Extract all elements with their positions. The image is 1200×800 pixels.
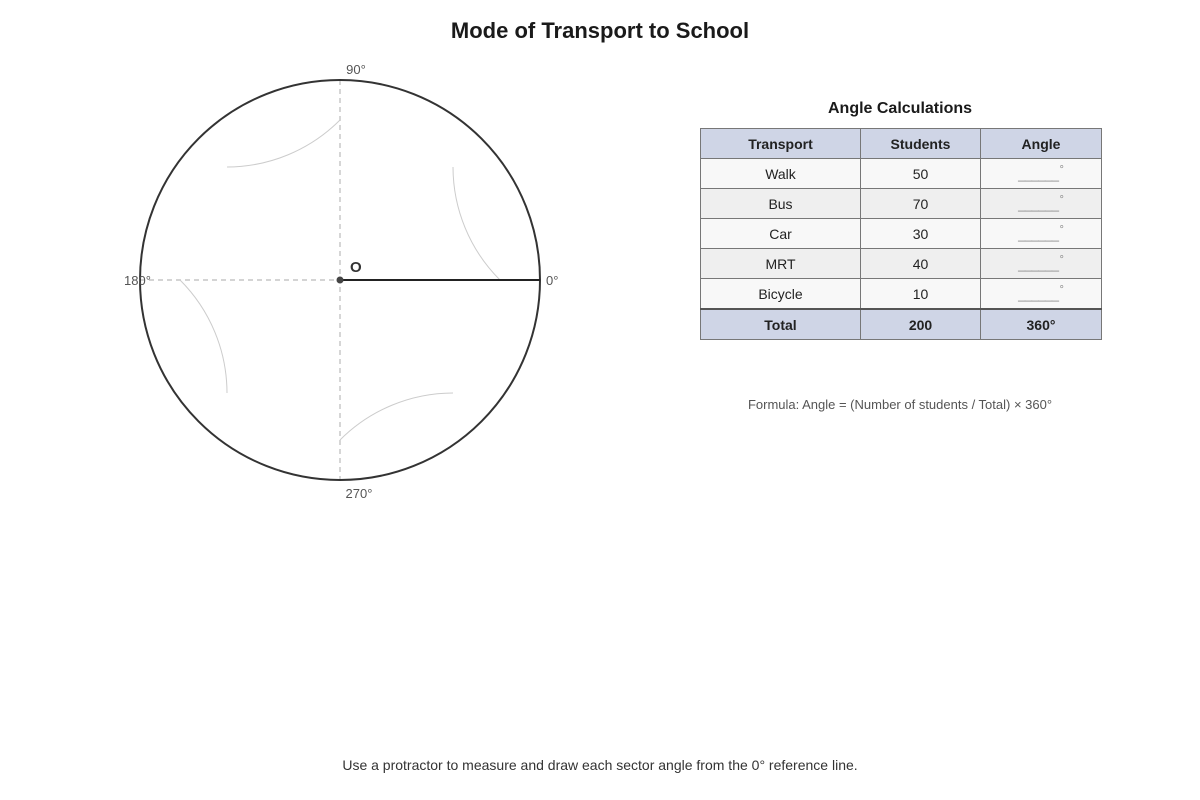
table-row (701, 249, 1102, 279)
degree-symbol: ° (1059, 163, 1064, 176)
angle-blank: ______ (1018, 226, 1059, 242)
center-label: O (350, 259, 362, 276)
angle-calculations-table (700, 128, 1102, 340)
table-header-row (701, 129, 1102, 159)
angle-label-90: 90° (346, 62, 366, 77)
total-students-cell: 200 (861, 309, 981, 340)
transport-cell: Bicycle (701, 279, 861, 310)
total-angle-cell: 360° (981, 309, 1102, 340)
angle-cell (981, 279, 1102, 310)
construction-arc (227, 120, 340, 167)
students-cell: 70 (861, 189, 981, 219)
construction-arc (340, 393, 453, 440)
students-cell: 10 (861, 279, 981, 310)
transport-cell: Car (701, 219, 861, 249)
table-row (701, 159, 1102, 189)
angle-blank: ______ (1018, 286, 1059, 302)
header-transport: Transport (701, 129, 861, 159)
page-title: Mode of Transport to School (450, 18, 750, 43)
students-cell: 50 (861, 159, 981, 189)
students-cell: 40 (861, 249, 981, 279)
angle-cell (981, 219, 1102, 249)
angle-cell (981, 249, 1102, 279)
transport-cell: MRT (701, 249, 861, 279)
angle-label-0: 0° (546, 273, 559, 288)
angle-blank: ______ (1018, 166, 1059, 182)
degree-symbol: ° (1059, 223, 1064, 236)
angle-blank: ______ (1018, 256, 1059, 272)
degree-symbol: ° (1059, 253, 1064, 266)
degree-symbol: ° (1059, 193, 1064, 206)
angle-cell (981, 189, 1102, 219)
construction-arc (453, 167, 500, 280)
angle-label-270: 270° (345, 486, 373, 501)
table-total-row (701, 309, 1102, 340)
transport-cell: Bus (701, 189, 861, 219)
center-point (337, 277, 344, 284)
students-cell: 30 (861, 219, 981, 249)
angle-calculations-panel (700, 100, 1100, 340)
total-label-cell: Total (701, 309, 861, 340)
table-row (701, 279, 1102, 310)
table-title: Angle Calculations (827, 100, 973, 117)
construction-arc (180, 280, 227, 393)
degree-symbol: ° (1059, 283, 1064, 296)
table-row (701, 189, 1102, 219)
transport-cell: Walk (701, 159, 861, 189)
angle-cell (981, 159, 1102, 189)
header-angle: Angle (981, 129, 1102, 159)
angle-blank: ______ (1018, 196, 1059, 212)
table-row (701, 219, 1102, 249)
instruction-text: Use a protractor to measure and draw each sector angle from the 0° reference line. (342, 757, 858, 773)
pie-chart-template (0, 0, 640, 560)
angle-label-180: 180° (124, 273, 151, 288)
formula-text: Formula: Angle = (Number of students / Total) × 360° (747, 397, 1053, 412)
header-students: Students (861, 129, 981, 159)
